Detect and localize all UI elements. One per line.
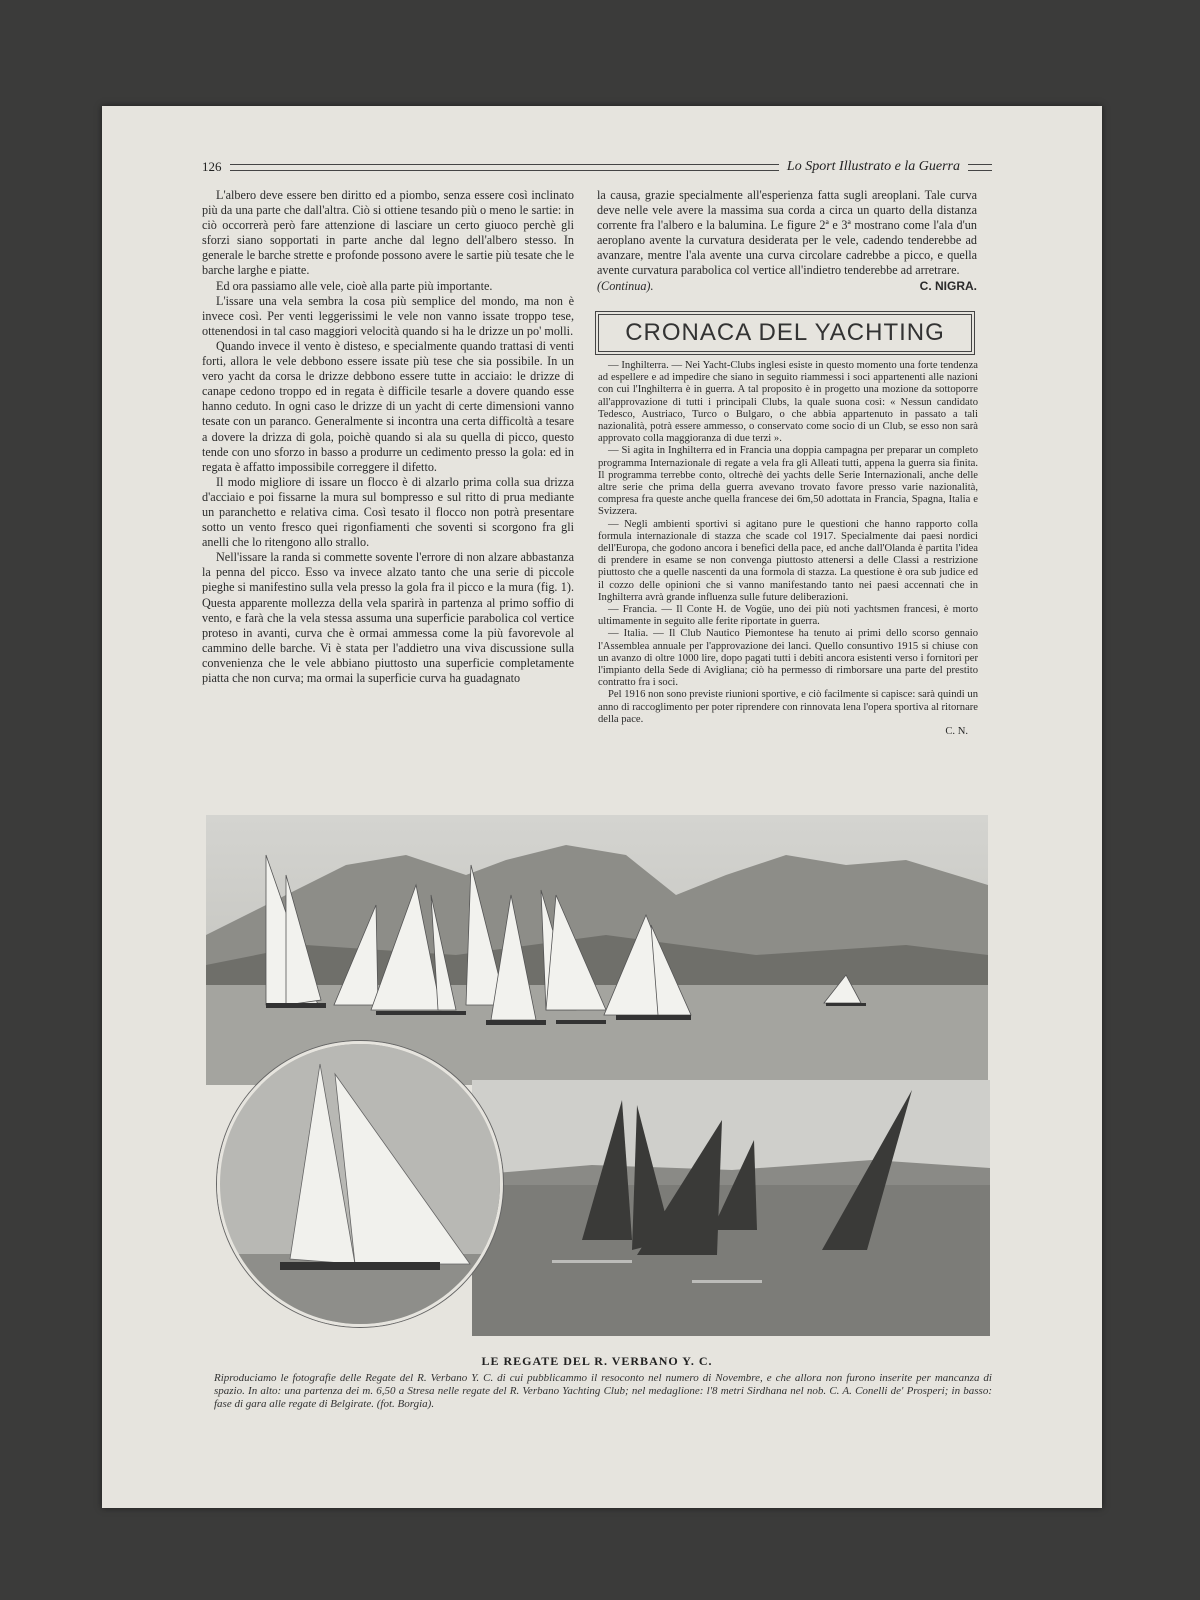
sirdhana-medallion — [217, 1041, 503, 1327]
news-item: — Negli ambienti sportivi si agitano pure le questioni che hanno rapporto colla formula internazionale di stazza che scade col 1917. Specialmente dai paesi nordici dell'Europa, che godono ancora i benefici della pace, ed anche dall'Olanda è partita l'idea di prendere in esame se non convenga piuttosto attenersi a delle Classi a restrizione piuttosto che a quelle nascenti da una formola di stazza. La questione è ora sub judice ed il cozzo delle opinioni che si vanno manifestando tanto nei paesi accennati che in Inghilterra avrà grande influenza sulle future deliberazioni. — [598, 518, 978, 603]
header-rule — [230, 164, 779, 171]
cronaca-column — [598, 360, 978, 738]
right-column — [597, 188, 977, 294]
caption-title: LE REGATE DEL R. VERBANO Y. C. — [481, 1354, 713, 1368]
section-title: CRONACA DEL YACHTING — [598, 314, 972, 352]
paragraph: Nell'issare la randa si commette sovente l'errore di non alzare abbastanza la penna del picco. Esso va invece alzato tanto che una serie di piccole pieghe si manifestino sulla vela presso la gola fra il picco e la mura (fig. 1). Questa apparente mollezza della vela sparirà in partenza al primo soffio di vento, e farà che la vela stessa assuma una superficie parabolica col vertice proteso in avanti, curva che è ormai ammessa come la più favorevole al cammino delle barche. Vi è stata per l'addietro una viva discussione sulla convenienza che le vele abbiano piuttosto una superficie completamente piatta che non curva; ma ormai la superficie curva ha guadagnato — [202, 550, 574, 685]
regatta-start-photo — [206, 815, 988, 1085]
running-title: Lo Sport Illustrato e la Guerra — [786, 159, 960, 174]
magazine-page — [102, 106, 1102, 1508]
paragraph: Quando invece il vento è disteso, e specialmente quando trattasi di venti forti, allora le vele debbono essere issate più tese che sia possibile. In un vero yacht da corsa le drizze debbono essere tutte in acciaio: le drizze di canape cedono troppo ed in regata è difficile tesarle a dovere quando esse hanno ceduto. In ogni caso le drizze di un yacht di certe dimensioni vanno tesate con un paranco. Generalmente si incontra una certa difficoltà a tesare a dovere la drizza di gola, poichè quando si ala su quella di picco, questo tende con uno sforzo in basso a produrre un cedimento presso la gola: ed in regata è affatto impossibile correggere il difetto. — [202, 338, 574, 474]
paragraph: la causa, grazie specialmente all'esperienza fatta sugli areoplani. Tale curva deve nelle vele avere la massima sua corda a circa un quarto della distanza corrente fra l'albero e la balumina. Le figure 2ª e 3ª mostrano come l'ala d'un aeroplano avente la curvatura desiderata per le vele, cadendo tenderebbe ad avanzare, mentre l'ala avente una curva circolare cadrebbe a picco, e quella avente curvatura parabolica col vertice all'indietro tenderebbe ad arretrare. — [597, 188, 977, 278]
paragraph: Ed ora passiamo alle vele, cioè alla parte più importante. — [216, 278, 493, 293]
page-number: 126 — [202, 159, 222, 174]
paragraph: Il modo migliore di issare un flocco è di alzarlo prima colla sua drizza d'acciaio e poi fissarne la mura sul bompresso e sul ritto di prua mediante un paranchetto e relativa cima. Così tesato il flocco non potrà presentare sotto un vento fresco quei rigonfiamenti che soventi si scorgono fra gli anelli che lo ritengono allo strallo. — [202, 474, 574, 550]
belgirate-race-photo — [472, 1080, 990, 1336]
regatta-start-image — [206, 815, 988, 1085]
article-signoff — [597, 279, 977, 294]
cronaca-signature: C. N. — [945, 726, 968, 738]
sirdhana-image — [220, 1044, 500, 1324]
news-item: — Italia. — Il Club Nautico Piemontese ha tenuto ai primi dello scorso gennaio l'Assemblea annuale per l'approvazione dei lanci. Quello consuntivo 1915 si chiuse con un avanzo di oltre 1000 lire, dopo pagati tutti i debiti ancora esistenti verso i fornitori per l'impianto della Sede di Avigliana; ciò ha permesso di rimborsare una parte del prestito contratto fra i soci. — [598, 628, 978, 689]
paragraph: L'albero deve essere ben diritto ed a piombo, senza essere così inclinato più da una parte che dall'altra. Ciò si ottiene tesando più o meno le sartie: in ciò occorrerà però fare attenzione di lasciare un certo giuoco perchè gli sforzi siano sopportati in parte anche dal legno dell'albero stesso. In generale le barche strette e profonde possono avere le sartie più tesate che le barche larghe e piatte. — [202, 188, 574, 278]
belgirate-race-image — [472, 1080, 990, 1336]
continua-note: (Continua). — [597, 278, 654, 293]
paragraph: L'issare una vela sembra la cosa più semplice del mondo, ma non è invece così. Per venti leggerissimi le vele non vanno issate troppo tese, ottenendosi in tal caso maggiori velocità quando si ha le drizze un po' molli. — [202, 293, 574, 338]
header-rule-end — [968, 164, 992, 171]
left-column — [202, 188, 574, 686]
news-item: — Francia. — Il Conte H. de Vogüe, uno dei più noti yachtsmen francesi, è morto ultimamente in seguito alle ferite riportate in guerra. — [598, 604, 978, 628]
news-item: Pel 1916 non sono previste riunioni sportive, e ciò facilmente si capisce: sarà quindi un anno di raccoglimento per poter riprendere con rinnovata lena l'opera sportiva al ritornare della pace. — [598, 689, 978, 725]
photo-caption: Riproduciamo le fotografie delle Regate del R. Verbano Y. C. di cui pubblicammo il resoconto nel numero di Novembre, e che allora non furono inserite per mancanza di spazio. In alto: una partenza dei m. 6,50 a Stresa nelle regate del R. Verbano Yachting Club; nel medaglione: l'8 metri Sirdhana nel nob. C. A. Conelli de' Prosperi; in basso: fase di gara alle regate di Belgirate. (fot. Borgia). — [214, 1372, 992, 1410]
page-header — [202, 156, 992, 178]
news-item: — Si agita in Inghilterra ed in Francia una doppia campagna per preparar un completo programma Internazionale di regate a vela fra gli Alleati tutti, appena la guerra sia finita. Il programma terrebbe conto, oltrechè dei yachts delle Serie Internazionali, anche delle altre serie che prima della guerra avevano trovato favore presso varie nazionalità, compresa fra queste anche quella francese dei 6m,50 adottata in Francia, Spagna, Italia e Svizzera. — [598, 445, 978, 518]
author: C. NIGRA. — [919, 278, 977, 293]
news-item: — Inghilterra. — Nei Yacht-Clubs inglesi esiste in questo momento una forte tendenza ad espellere e ad impedire che siano in seguito riammessi i soci appartenenti alle nazioni con cui l'Inghilterra è in guerra. A tal proposito è in progetto una mozione da sottoporre all'approvazione di tutti i principali Clubs, la quale suona così: « Nessun candidato Tedesco, Austriaco, Turco o Bulgaro, o che abbia appartenuto in passato a tali nazionalità, potrà essere ammesso, o conservato come socio di un Club, se esso non sarà approvato colla maggioranza di due terzi ». — [598, 360, 978, 445]
